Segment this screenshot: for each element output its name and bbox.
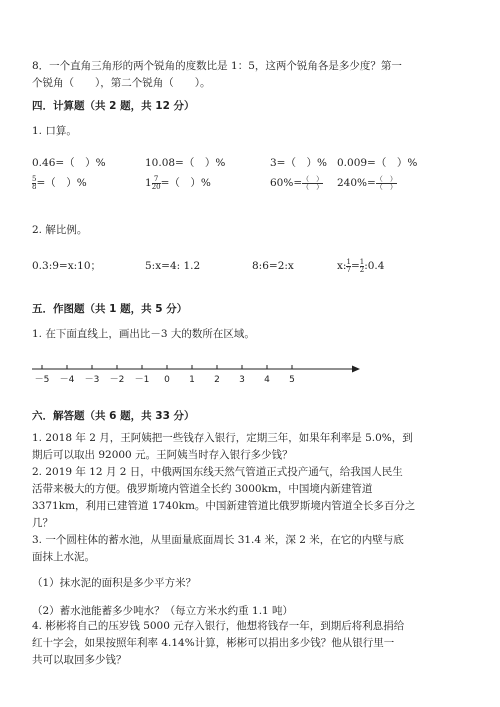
oral-item-2: 10.08=（ ）% [145,157,226,169]
s6-q2-line-2: 活带来极大的方便。俄罗斯境内管道全长约 3000km，中国境内新建管道 [32,483,373,495]
s6-q3-sub-1: （1）抹水泥的面积是多少平方米？ [32,577,197,589]
fraction: $\frac{1}{7}$ [346,257,351,274]
oral-item-5: $\frac{5}{8}$ =（ ）% [32,174,87,191]
s6-q4-line-3: 共可以取回多少钱？ [32,654,127,666]
section6-title: 六．解答题（共 6 题，共 33 分） [32,410,195,422]
section5-title: 五．作图题（共 1 题，共 5 分） [32,303,188,315]
ratio-item-1: 0.3:9=x:10； [32,260,102,272]
number-line-tick-label: －1 [134,375,150,385]
s6-q4-line-1: 4. 彬彬将自己的压岁钱 5000 元存入银行，他想将钱存一年，到期后将利息捐给 [32,620,405,632]
oral-item-3: 3=（ ）% [270,157,327,169]
oral-item-6: 1 $\frac{7}{20}$ =（ ）% [145,174,211,191]
fraction: $\frac{5}{8}$ [32,174,37,191]
s6-q2-line-3: 3371km，利用已建管道 1740km。中国新建管道比俄罗斯境内管道全长多百分之 [32,500,416,512]
number-line-tick-label: －5 [34,375,50,385]
s6-q1-line-1: 1. 2018 年 2 月，王阿姨把一些钱存入银行，定期三年，如果年利率是 5.0%，到 [32,432,413,444]
number-line-tick-label: 5 [289,375,295,385]
number-line-arrow-icon [352,366,360,373]
number-line[interactable] [0,355,500,395]
oral-item-4: 0.009=（ ）% [337,157,418,169]
oral-item-1: 0.46=（ ）% [32,157,106,169]
fraction: $\frac{7}{20}$ [151,174,161,191]
number-line-tick-label: 2 [214,375,220,385]
q8-line-2: 个锐角（ ），第二个锐角（ ）。 [32,77,211,89]
number-line-tick-label: 3 [239,375,245,385]
number-line-tick-label: －2 [109,375,125,385]
oral-item-8: 240%= $\frac{( )}{( )}$ [337,174,397,191]
number-line-tick-label: 1 [189,375,195,385]
fraction: $\frac{( )}{( )}$ [302,174,324,191]
number-line-tick-label: －3 [84,375,100,385]
section5-q1: 1. 在下面直线上，画出比－3 大的数所在区域。 [32,328,255,340]
s6-q1-line-2: 期后可以取出 92000 元。王阿姨当时存入银行多少钱？ [32,449,293,461]
number-line-tick-label: 0 [164,375,170,385]
ratio-item-3: 8:6=2:x [252,260,294,272]
number-line-tick-label: 4 [264,375,270,385]
s6-q3-sub-2: （2）蓄水池能蓄多少吨水？（每立方米水约重 1.1 吨） [32,605,294,617]
s6-q4-line-2: 红十字会，如果按照年利率 4.14%计算，彬彬可以捐出多少钱？他从银行里一 [32,637,395,649]
ratio-item-4: x: $\frac{1}{7}$ = $\frac{1}{2}$ :0.4 [337,257,385,274]
s6-q2-line-1: 2. 2019 年 12 月 2 日，中俄两国东线天然气管道正式投产通气，给我国人民生 [32,466,403,478]
s6-q3-line-1: 3. 一个圆柱体的蓄水池，从里面量底面周长 31.4 米，深 2 米，在它的内壁与底 [32,534,404,546]
section4-sub1: 1. 口算。 [32,125,77,137]
number-line-tick-label: －4 [59,375,75,385]
q8-line-1: 8．一个直角三角形的两个锐角的度数比是 1：5，这两个锐角各是多少度？第一 [32,60,402,72]
s6-q3-line-2: 面抹上水泥。 [32,551,95,563]
section4-sub2: 2. 解比例。 [32,224,88,236]
s6-q2-line-4: 几？ [32,517,53,529]
fraction: $\frac{1}{2}$ [359,257,365,274]
section4-title: 四．计算题（共 2 题，共 12 分） [32,100,195,112]
fraction: $\frac{( )}{( )}$ [375,174,397,191]
ratio-item-2: 5:x=4: 1.2 [145,260,201,272]
oral-item-7: 60%= $\frac{( )}{( )}$ [270,174,324,191]
